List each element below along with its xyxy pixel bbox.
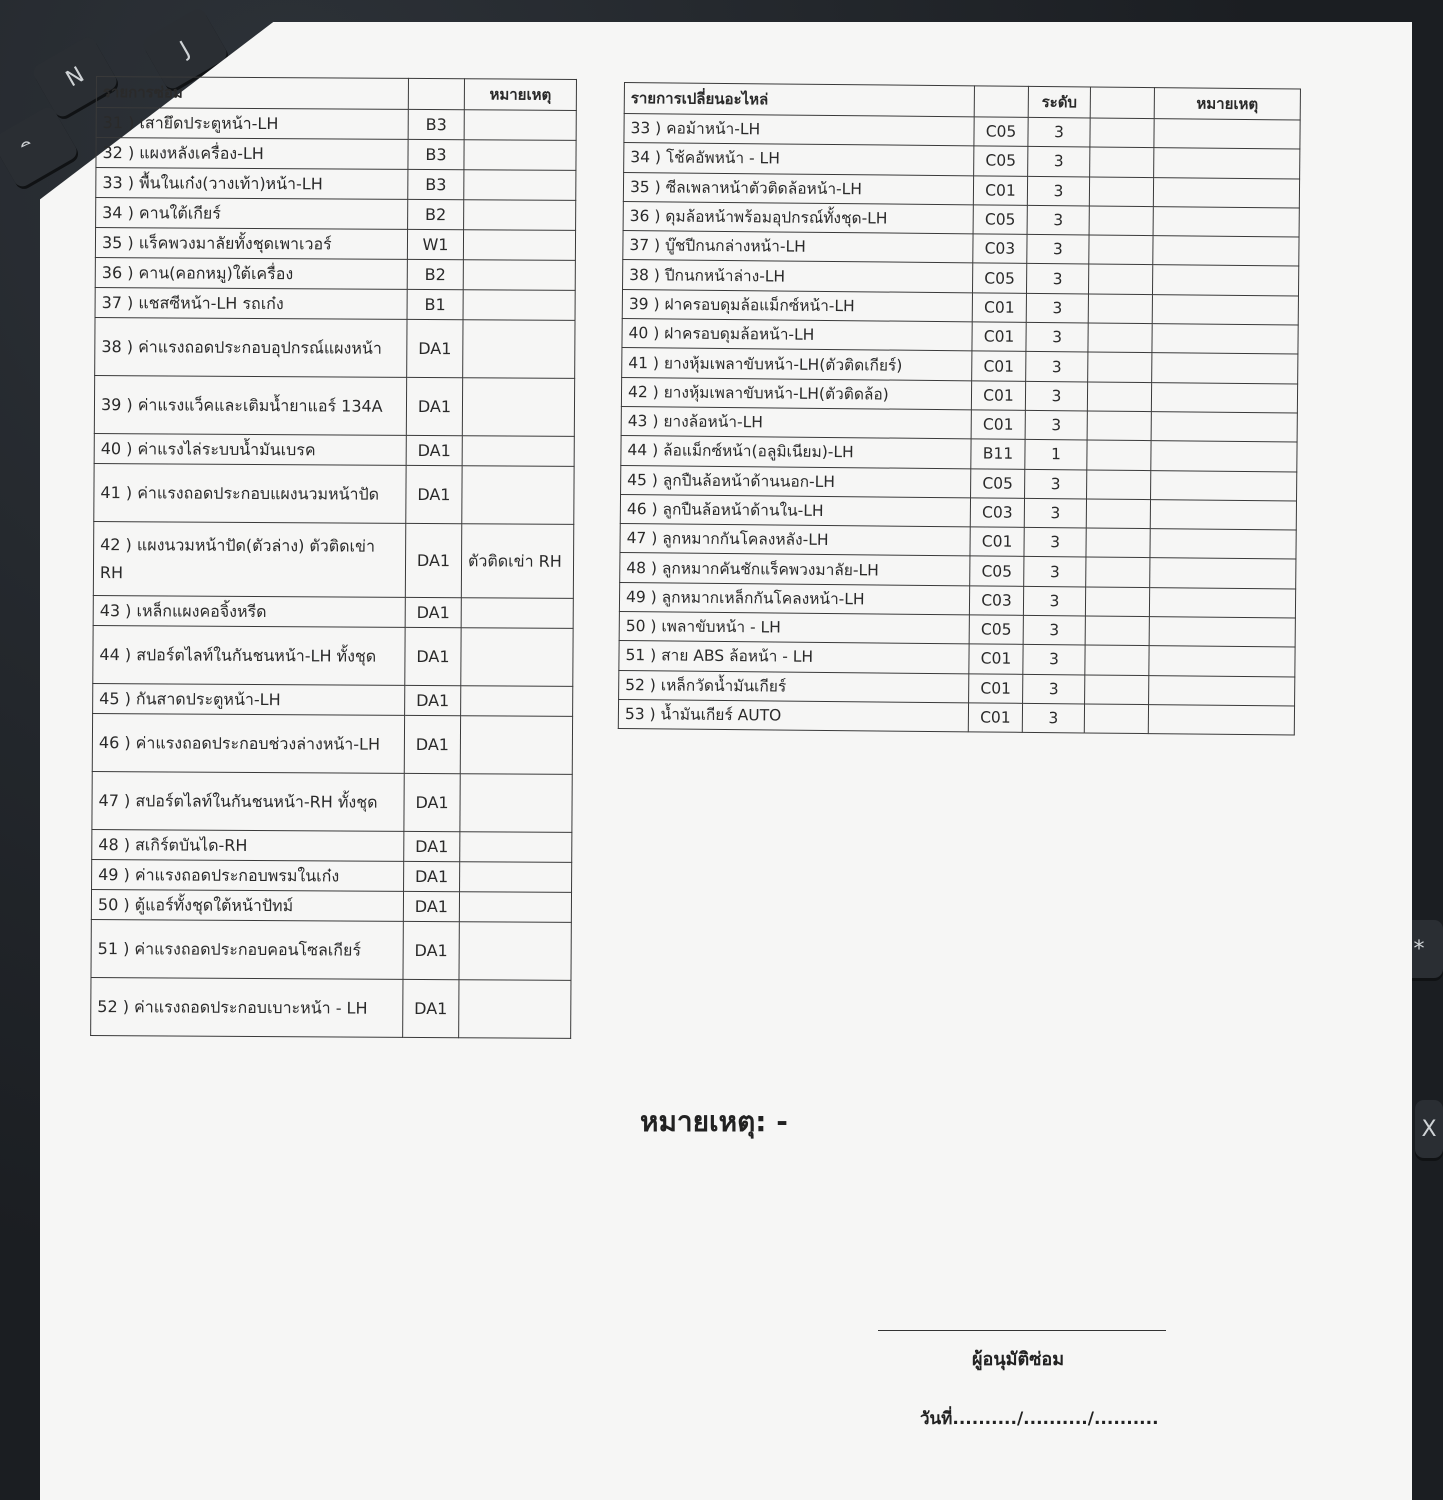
table-row — [94, 375, 574, 436]
level-cell: 3 — [1026, 264, 1088, 294]
remark-cell — [461, 598, 573, 629]
table-row — [91, 977, 571, 1038]
code-cell: DA1 — [407, 319, 463, 377]
code-cell: DA1 — [406, 435, 462, 465]
table-row — [96, 168, 576, 201]
level-cell: 3 — [1022, 703, 1084, 733]
keyboard-key: ิ — [0, 104, 80, 189]
empty-cell — [1089, 235, 1153, 265]
table-row — [95, 228, 575, 261]
repair-item-cell: 33 ) พื้นในเก๋ง(วางเท้า)หน้า-LH — [96, 168, 408, 200]
table-row — [91, 889, 571, 922]
parts-item-cell: 53 ) น้ำมันเกียร์ AUTO — [618, 699, 968, 732]
code-cell: DA1 — [403, 979, 459, 1037]
parts-item-cell: 41 ) ยางหุ้มเพลาขับหน้า-LH(ตัวติดเกียร์) — [622, 348, 972, 381]
date-field: วันที่........../........../.......... — [920, 1409, 1159, 1429]
remark-cell — [461, 628, 573, 687]
parts-item-cell: 49 ) ลูกหมากเหล็กกันโคลงหน้า-LH — [619, 582, 969, 615]
empty-cell — [1088, 352, 1152, 382]
parts-replacement-table — [618, 82, 1301, 736]
remark-cell — [459, 892, 571, 923]
level-cell: 3 — [1023, 615, 1085, 645]
empty-cell — [1087, 411, 1151, 441]
remark-cell — [1148, 705, 1294, 736]
empty-cell — [1089, 206, 1153, 236]
repair-item-cell: 51 ) ค่าแรงถอดประกอบคอนโซลเกียร์ — [91, 919, 403, 979]
header-extra — [1090, 87, 1154, 119]
code-cell: C03 — [970, 498, 1024, 528]
parts-item-cell: 46 ) ลูกปืนล้อหน้าด้านใน-LH — [620, 494, 970, 527]
remark-cell — [464, 140, 576, 171]
repair-item-cell: 47 ) สปอร์ตไลท์ในกันชนหน้า-RH ทั้งชุด — [92, 771, 404, 831]
code-cell: B1 — [407, 289, 463, 319]
parts-item-cell: 45 ) ลูกปืนล้อหน้าด้านนอก-LH — [621, 465, 971, 498]
parts-item-cell: 52 ) เหล็กวัดน้ำมันเกียร์ — [619, 670, 969, 703]
code-cell: C05 — [974, 117, 1028, 147]
remark-cell: ตัวติดเข่า RH — [461, 524, 573, 599]
empty-cell — [1088, 264, 1152, 294]
code-cell: B2 — [408, 199, 464, 229]
code-cell: C05 — [970, 556, 1024, 586]
empty-cell — [1090, 147, 1154, 177]
remark-cell — [463, 290, 575, 321]
level-cell: 3 — [1025, 381, 1087, 411]
repair-item-cell: 34 ) คานใต้เกียร์ — [96, 198, 408, 230]
level-cell: 3 — [1027, 176, 1089, 206]
code-cell: DA1 — [406, 377, 462, 435]
table-row — [92, 859, 572, 892]
repair-item-cell: 39 ) ค่าแรงแว็คและเติมน้ำยาแอร์ 134A — [94, 375, 406, 435]
parts-item-cell: 36 ) ดุมล้อหน้าพร้อมอุปกรณ์ทั้งชุด-LH — [623, 201, 973, 234]
level-cell: 3 — [1027, 235, 1089, 265]
remark-cell — [461, 686, 573, 717]
code-cell: C01 — [972, 351, 1026, 381]
remark-cell — [1152, 294, 1298, 325]
code-cell: B2 — [407, 259, 463, 289]
level-cell: 3 — [1026, 352, 1088, 382]
remark-cell — [1152, 324, 1298, 355]
header-code — [408, 78, 464, 109]
remark-cell — [464, 200, 576, 231]
repair-item-cell: 41 ) ค่าแรงถอดประกอบแผงนวมหน้าปัด — [94, 463, 406, 523]
parts-item-cell: 37 ) บู๊ชปีกนกล่างหน้า-LH — [623, 231, 973, 264]
code-cell: B11 — [971, 439, 1025, 469]
empty-cell — [1087, 382, 1151, 412]
remark-cell — [1150, 499, 1296, 530]
level-cell: 3 — [1026, 322, 1088, 352]
level-cell: 1 — [1025, 440, 1087, 470]
empty-cell — [1087, 440, 1151, 470]
table-row — [618, 699, 1294, 735]
code-cell: C01 — [973, 175, 1027, 205]
code-cell: DA1 — [404, 861, 460, 891]
empty-cell — [1090, 118, 1154, 148]
repair-item-cell: 44 ) สปอร์ตไลท์ในกันชนหน้า-LH ทั้งชุด — [93, 625, 405, 685]
remark-cell — [1149, 617, 1295, 648]
code-cell: DA1 — [406, 465, 462, 523]
remark-cell — [464, 170, 576, 201]
remark-cell — [1152, 265, 1298, 296]
table-row — [96, 108, 576, 141]
level-cell: 3 — [1023, 674, 1085, 704]
table-row — [93, 521, 573, 598]
remark-cell — [1151, 470, 1297, 501]
code-cell: C01 — [969, 673, 1023, 703]
remark-cell — [1151, 412, 1297, 443]
table-header-row — [96, 77, 576, 111]
level-cell: 3 — [1025, 469, 1087, 499]
remark-cell — [1150, 529, 1296, 560]
remark-cell — [462, 378, 574, 437]
parts-item-cell: 51 ) สาย ABS ล้อหน้า - LH — [619, 641, 969, 674]
remark-cell — [463, 260, 575, 291]
code-cell: C05 — [972, 263, 1026, 293]
parts-item-cell: 48 ) ลูกหมากคันชักแร็คพวงมาลัย-LH — [620, 553, 970, 586]
repair-item-cell: 52 ) ค่าแรงถอดประกอบเบาะหน้า - LH — [91, 977, 403, 1037]
remark-cell — [1149, 587, 1295, 618]
remark-cell — [1153, 206, 1299, 237]
header-code — [974, 86, 1028, 118]
remark-cell — [1151, 382, 1297, 413]
remark-cell — [1153, 236, 1299, 267]
code-cell: C05 — [971, 468, 1025, 498]
parts-item-cell: 39 ) ฝาครอบดุมล้อแม็กซ์หน้า-LH — [622, 289, 972, 322]
repair-item-cell: 31 ) เสายึดประตูหน้า-LH — [96, 108, 408, 140]
code-cell: W1 — [407, 229, 463, 259]
remark-cell — [1154, 148, 1300, 179]
empty-cell — [1088, 323, 1152, 353]
header-remark: หมายเหตุ — [1154, 88, 1300, 120]
parts-item-cell: 40 ) ฝาครอบดุมล้อหน้า-LH — [622, 319, 972, 352]
repair-item-cell: 38 ) ค่าแรงถอดประกอบอุปกรณ์แผงหน้า — [95, 317, 407, 377]
code-cell: C03 — [973, 234, 1027, 264]
remark-cell — [463, 320, 575, 379]
code-cell: C03 — [969, 586, 1023, 616]
approver-label: ผู้อนุมัติซ่อม — [972, 1349, 1065, 1370]
level-cell: 3 — [1024, 557, 1086, 587]
repair-item-cell: 48 ) สเกิร์ตบันได-RH — [92, 829, 404, 861]
repair-item-cell: 37 ) แชสซีหน้า-LH รถเก๋ง — [95, 287, 407, 319]
repair-item-cell: 49 ) ค่าแรงถอดประกอบพรมในเก๋ง — [92, 859, 404, 891]
parts-item-cell: 50 ) เพลาขับหน้า - LH — [619, 612, 969, 645]
repair-item-cell: 42 ) แผงนวมหน้าปัด(ตัวล่าง) ตัวติดเข่า RH — [93, 521, 405, 597]
empty-cell — [1088, 294, 1152, 324]
remark-cell — [1149, 646, 1295, 677]
table-row — [93, 625, 573, 686]
parts-item-cell: 44 ) ล้อแม็กซ์หน้า(อลูมิเนียม)-LH — [621, 436, 971, 469]
code-cell: B3 — [408, 139, 464, 169]
remark-cell — [464, 110, 576, 141]
remark-cell — [1150, 558, 1296, 589]
level-cell: 3 — [1023, 586, 1085, 616]
empty-cell — [1084, 704, 1148, 734]
code-cell: C01 — [971, 410, 1025, 440]
code-cell: C01 — [969, 644, 1023, 674]
remark-cell — [462, 436, 574, 467]
code-cell: DA1 — [403, 891, 459, 921]
repair-item-cell: 45 ) กันสาดประตูหน้า-LH — [93, 683, 405, 715]
code-cell: DA1 — [405, 523, 461, 597]
keyboard-key: N — [30, 34, 120, 119]
code-cell: DA1 — [405, 685, 461, 715]
level-cell: 3 — [1027, 205, 1089, 235]
code-cell: C01 — [972, 322, 1026, 352]
remark-cell — [460, 832, 572, 863]
remark-cell — [1151, 441, 1297, 472]
empty-cell — [1085, 616, 1149, 646]
level-cell: 3 — [1024, 528, 1086, 558]
code-cell: DA1 — [404, 831, 460, 861]
keyboard-key: X — [1415, 1100, 1443, 1158]
remark-cell — [459, 922, 571, 981]
remark-cell — [462, 466, 574, 525]
remark-cell — [1152, 353, 1298, 384]
parts-item-cell: 42 ) ยางหุ้มเพลาขับหน้า-LH(ตัวติดล้อ) — [621, 377, 971, 410]
code-cell: DA1 — [405, 597, 461, 627]
repair-items-table — [90, 76, 577, 1039]
remarks-label: หมายเหตุ: - — [640, 1105, 788, 1138]
level-cell: 3 — [1028, 147, 1090, 177]
table-row — [96, 138, 576, 171]
repair-item-cell: 32 ) แผงหลังเครื่อง-LH — [96, 138, 408, 170]
code-cell: B3 — [408, 169, 464, 199]
parts-item-cell: 43 ) ยางล้อหน้า-LH — [621, 406, 971, 439]
remark-cell — [1154, 119, 1300, 150]
code-cell: DA1 — [403, 921, 459, 979]
repair-item-cell: 50 ) ตู้แอร์ทั้งชุดใต้หน้าปัทม์ — [91, 889, 403, 921]
repair-item-cell: 36 ) คาน(คอกหมู)ใต้เครื่อง — [95, 257, 407, 289]
parts-item-cell: 38 ) ปีกนกหน้าล่าง-LH — [623, 260, 973, 293]
empty-cell — [1087, 470, 1151, 500]
empty-cell — [1085, 675, 1149, 705]
table-row — [96, 198, 576, 231]
level-cell: 3 — [1025, 410, 1087, 440]
empty-cell — [1085, 645, 1149, 675]
repair-item-cell: 43 ) เหล็กแผงคอจิ้งหรีด — [93, 595, 405, 627]
remark-cell — [459, 980, 571, 1039]
code-cell: C01 — [972, 293, 1026, 323]
empty-cell — [1086, 528, 1150, 558]
table-row — [93, 683, 573, 716]
header-level: ระดับ — [1028, 86, 1090, 118]
code-cell: DA1 — [404, 773, 460, 831]
remark-cell — [1153, 177, 1299, 208]
empty-cell — [1089, 177, 1153, 207]
level-cell: 3 — [1023, 645, 1085, 675]
parts-item-cell: 47 ) ลูกหมากกันโคลงหลัง-LH — [620, 524, 970, 557]
remark-cell — [463, 230, 575, 261]
level-cell: 3 — [1028, 117, 1090, 147]
header-repair-item: รายการซ่อม — [96, 77, 408, 110]
table-row — [92, 771, 572, 832]
remark-cell — [460, 774, 572, 833]
code-cell: C01 — [970, 527, 1024, 557]
table-row — [92, 713, 572, 774]
code-cell: DA1 — [404, 715, 460, 773]
repair-item-cell: 35 ) แร็คพวงมาลัยทั้งชุดเพาเวอร์ — [95, 228, 407, 260]
table-row — [94, 463, 574, 524]
remark-cell — [1149, 675, 1295, 706]
table-row — [92, 829, 572, 862]
header-parts-item: รายการเปลี่ยนอะไหล่ — [624, 83, 974, 117]
table-row — [94, 433, 574, 466]
code-cell: C05 — [974, 146, 1028, 176]
keyboard-key: J — [140, 6, 230, 91]
parts-item-cell: 35 ) ซีลเพลาหน้าตัวติดล้อหน้า-LH — [623, 172, 973, 205]
code-cell: C05 — [969, 615, 1023, 645]
remark-cell — [460, 716, 572, 775]
table-row — [95, 287, 575, 320]
remark-cell — [460, 862, 572, 893]
code-cell: C01 — [968, 703, 1022, 733]
repair-item-cell: 40 ) ค่าแรงไล่ระบบน้ำมันเบรค — [94, 433, 406, 465]
table-row — [95, 257, 575, 290]
header-remark: หมายเหตุ — [464, 79, 576, 111]
empty-cell — [1086, 499, 1150, 529]
signature-line — [878, 1330, 1166, 1331]
parts-item-cell: 33 ) คอม้าหน้า-LH — [624, 114, 974, 147]
table-row — [93, 595, 573, 628]
level-cell: 3 — [1024, 498, 1086, 528]
empty-cell — [1086, 557, 1150, 587]
keyboard-key: * — [1395, 920, 1443, 978]
parts-item-cell: 34 ) โช้คอัพหน้า - LH — [624, 143, 974, 176]
code-cell: B3 — [408, 109, 464, 139]
code-cell: DA1 — [405, 627, 461, 685]
code-cell: C05 — [973, 205, 1027, 235]
empty-cell — [1085, 587, 1149, 617]
level-cell: 3 — [1026, 293, 1088, 323]
code-cell: C01 — [971, 381, 1025, 411]
repair-item-cell: 46 ) ค่าแรงถอดประกอบช่วงล่างหน้า-LH — [92, 713, 404, 773]
table-row — [91, 919, 571, 980]
table-row — [95, 317, 575, 378]
